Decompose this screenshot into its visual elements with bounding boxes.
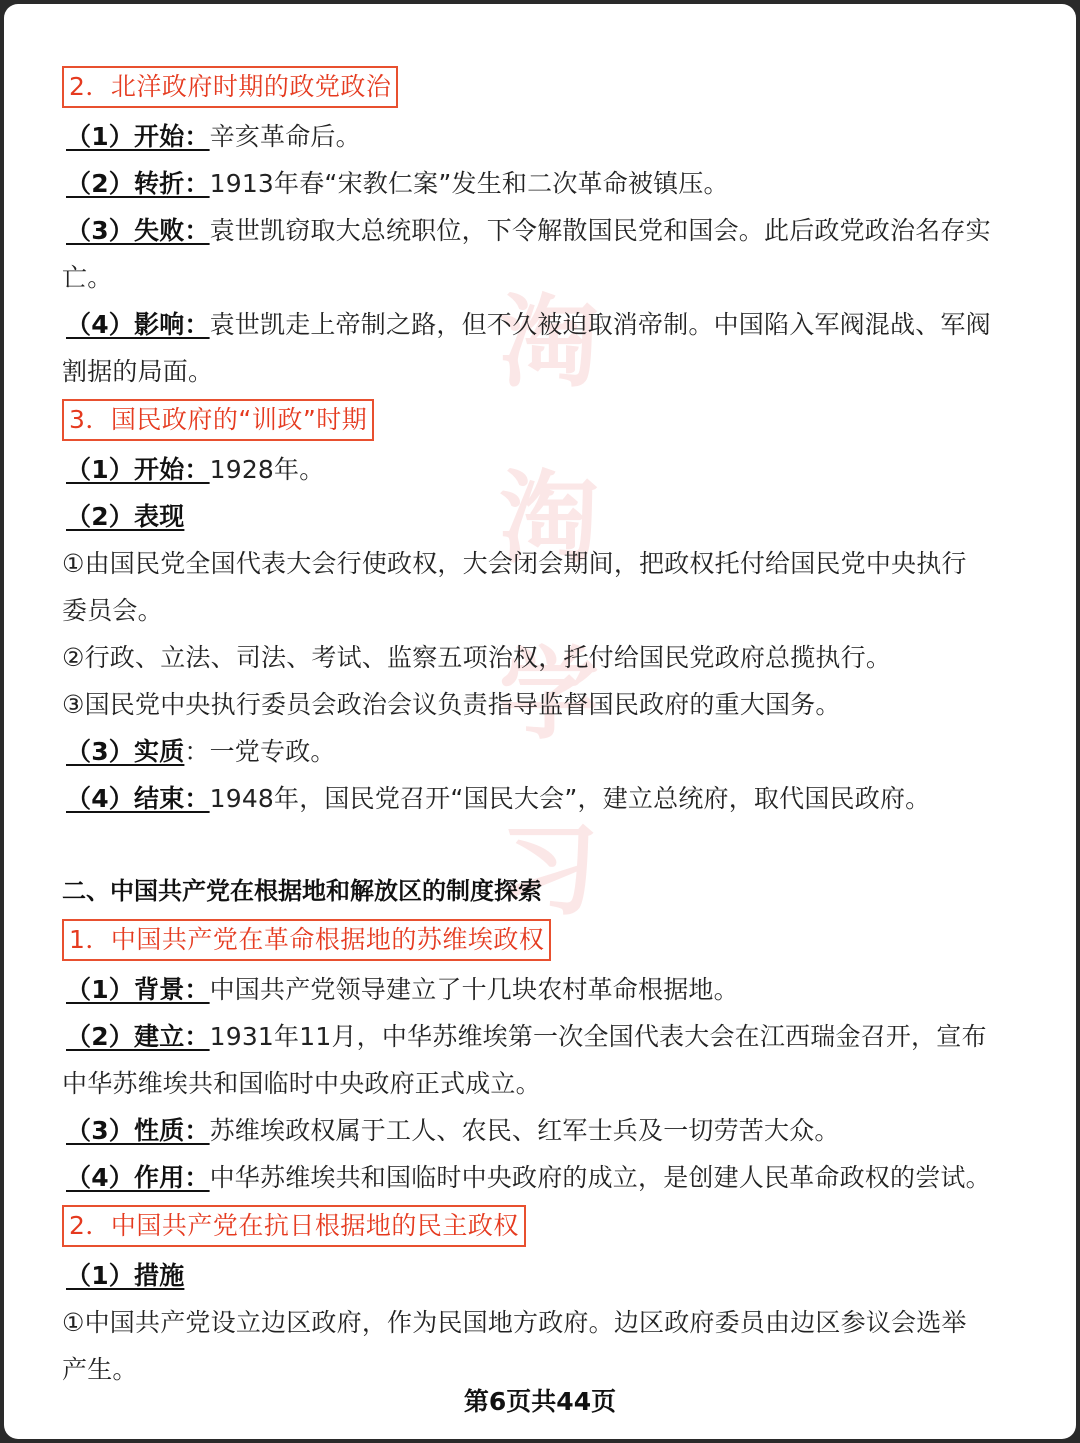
list-item (62, 1107, 1022, 1154)
item-label: （4）作用： (66, 1163, 210, 1192)
item-text: 辛亥革命后。 (209, 122, 361, 151)
watermark-char: 淘 (499, 459, 599, 577)
section-soviet (62, 915, 1022, 1201)
point-item: ①由国民党全国代表大会行使政权，大会闭会期间，把政权托付给国民党中央执行 (62, 549, 967, 578)
item-text: 袁世凯走上帝制之路，但不久被迫取消帝制。中国陷入军阀混战、军阀 (209, 310, 991, 339)
section-tutelage (62, 395, 1022, 822)
list-item-continuation: 中华苏维埃共和国临时中央政府正式成立。 (62, 1069, 541, 1098)
watermark-char: 习 (499, 811, 599, 929)
item-label: （2）表现 (66, 502, 185, 531)
list-item (62, 493, 1022, 540)
item-label: （2）建立： (66, 1022, 210, 1051)
item-text: 1928年。 (209, 455, 325, 484)
list-item (62, 966, 1022, 1013)
item-text: 袁世凯窃取大总统职位，下令解散国民党和国会。此后政党政治名存实 (209, 216, 991, 245)
list-item-continuation: 割据的局面。 (62, 357, 214, 386)
list-item-continuation: 亡。 (62, 263, 113, 292)
item-label: （3）性质： (66, 1116, 210, 1145)
point-item: ③国民党中央执行委员会政治会议负责指导监督国民政府的重大国务。 (62, 690, 841, 719)
item-label: （4）影响： (66, 310, 210, 339)
list-item (62, 1013, 1022, 1060)
section-heading: 2．北洋政府时期的政党政治 (62, 66, 398, 108)
watermark-char: 学 (499, 635, 599, 753)
item-text: 中国共产党领导建立了十几块农村革命根据地。 (209, 975, 739, 1004)
item-label: （4）结束： (66, 784, 210, 813)
list-item (62, 301, 1022, 348)
item-text: 苏维埃政权属于工人、农民、红军士兵及一切劳苦大众。 (209, 1116, 840, 1145)
section-beiyang (62, 62, 1022, 395)
list-item (62, 1252, 1022, 1299)
item-label: （3）实质 (66, 737, 185, 766)
section-heading: 3．国民政府的“训政”时期 (62, 399, 374, 441)
section-heading: 2．中国共产党在抗日根据地的民主政权 (62, 1205, 526, 1247)
list-item (62, 113, 1022, 160)
item-text: ：一党专政。 (184, 737, 336, 766)
item-text: 1913年春“宋教仁案”发生和二次革命被镇压。 (209, 169, 729, 198)
item-label: （1）背景： (66, 975, 210, 1004)
point-item: ②行政、立法、司法、考试、监察五项治权，托付给国民党政府总揽执行。 (62, 643, 892, 672)
section-heading: 1．中国共产党在革命根据地的苏维埃政权 (62, 919, 551, 961)
list-item (62, 1154, 1022, 1201)
point-item-continuation: 产生。 (62, 1355, 138, 1384)
list-item (62, 728, 1022, 775)
document-page (4, 4, 1076, 1439)
item-text: 1931年11月，中华苏维埃第一次全国代表大会在江西瑞金召开，宣布 (209, 1022, 987, 1051)
list-item (62, 775, 1022, 822)
item-text: 中华苏维埃共和国临时中央政府的成立，是创建人民革命政权的尝试。 (209, 1163, 991, 1192)
item-text: 1948年，国民党召开“国民大会”，建立总统府，取代国民政府。 (209, 784, 931, 813)
item-label: （3）失败： (66, 216, 210, 245)
point-item: ①中国共产党设立边区政府，作为民国地方政府。边区政府委员由边区参议会选举 (62, 1308, 967, 1337)
list-item (62, 446, 1022, 493)
item-label: （2）转折： (66, 169, 210, 198)
item-label: （1）开始： (66, 455, 210, 484)
list-item (62, 207, 1022, 254)
item-label: （1）开始： (66, 122, 210, 151)
part-title: 二、中国共产党在根据地和解放区的制度探索 (62, 877, 542, 905)
watermark-char: 淘 (499, 283, 599, 401)
point-item-continuation: 委员会。 (62, 596, 163, 625)
page-number: 第6页共44页 (463, 1387, 617, 1416)
section-anti-japanese-bases (62, 1201, 1022, 1393)
item-label: （1）措施 (66, 1261, 185, 1290)
document-content (62, 62, 1022, 1393)
list-item (62, 160, 1022, 207)
